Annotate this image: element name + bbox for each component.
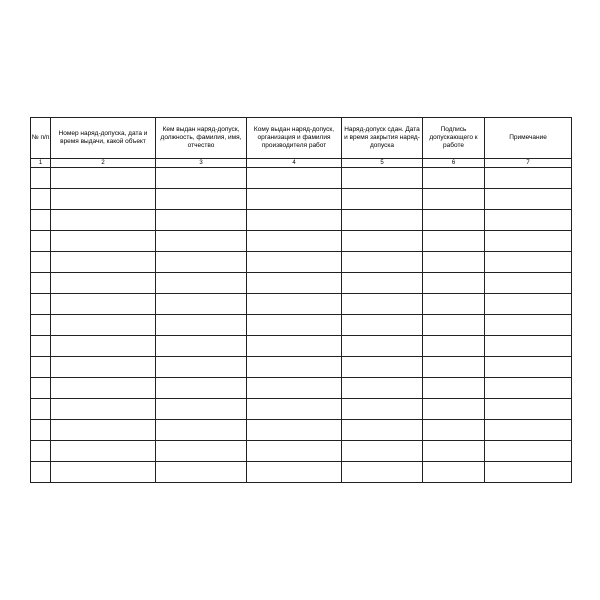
journal-entry-cell bbox=[31, 231, 51, 252]
journal-entry-cell bbox=[51, 210, 156, 231]
permit-journal-table bbox=[30, 117, 572, 483]
journal-entry-cell bbox=[485, 231, 572, 252]
journal-entry-row bbox=[31, 315, 572, 336]
journal-entry-row bbox=[31, 357, 572, 378]
header-permit-number: Номер наряд-допуска, дата и время выдачи, какой объект bbox=[51, 118, 156, 159]
journal-entry-row bbox=[31, 273, 572, 294]
journal-entry-cell bbox=[485, 378, 572, 399]
journal-entry-cell bbox=[156, 189, 247, 210]
journal-entry-cell bbox=[156, 231, 247, 252]
journal-entry-cell bbox=[156, 378, 247, 399]
journal-entry-cell bbox=[156, 168, 247, 189]
journal-entry-cell bbox=[342, 294, 423, 315]
journal-entry-cell bbox=[51, 336, 156, 357]
journal-entry-cell bbox=[423, 168, 485, 189]
journal-entry-cell bbox=[423, 231, 485, 252]
journal-entry-cell bbox=[247, 357, 342, 378]
journal-entry-cell bbox=[31, 315, 51, 336]
journal-entry-cell bbox=[342, 315, 423, 336]
journal-entry-cell bbox=[51, 231, 156, 252]
column-number-row bbox=[31, 159, 572, 168]
journal-entry-cell bbox=[31, 336, 51, 357]
journal-entry-cell bbox=[485, 357, 572, 378]
journal-entry-cell bbox=[423, 273, 485, 294]
journal-entry-cell bbox=[247, 315, 342, 336]
journal-entry-cell bbox=[247, 273, 342, 294]
journal-entry-cell bbox=[342, 441, 423, 462]
journal-entry-cell bbox=[342, 231, 423, 252]
journal-entry-cell bbox=[485, 336, 572, 357]
journal-entry-cell bbox=[31, 189, 51, 210]
journal-entry-cell bbox=[51, 273, 156, 294]
journal-entry-cell bbox=[51, 357, 156, 378]
journal-entry-cell bbox=[247, 378, 342, 399]
journal-entry-cell bbox=[156, 441, 247, 462]
journal-entry-cell bbox=[156, 399, 247, 420]
journal-body bbox=[31, 168, 572, 483]
column-number: 7 bbox=[485, 159, 572, 168]
journal-entry-cell bbox=[485, 168, 572, 189]
journal-entry-cell bbox=[156, 210, 247, 231]
column-number: 5 bbox=[342, 159, 423, 168]
journal-entry-cell bbox=[51, 315, 156, 336]
journal-entry-cell bbox=[485, 462, 572, 483]
journal-entry-cell bbox=[342, 189, 423, 210]
journal-entry-cell bbox=[247, 336, 342, 357]
header-note: Примечание bbox=[485, 118, 572, 159]
journal-entry-cell bbox=[485, 252, 572, 273]
journal-entry-cell bbox=[342, 336, 423, 357]
journal-entry-cell bbox=[342, 273, 423, 294]
journal-entry-cell bbox=[156, 294, 247, 315]
journal-entry-row bbox=[31, 462, 572, 483]
journal-entry-cell bbox=[156, 462, 247, 483]
journal-entry-cell bbox=[51, 252, 156, 273]
journal-entry-cell bbox=[247, 441, 342, 462]
journal-entry-row bbox=[31, 420, 572, 441]
journal-entry-row bbox=[31, 252, 572, 273]
journal-entry-row bbox=[31, 210, 572, 231]
journal-entry-cell bbox=[423, 378, 485, 399]
journal-entry-cell bbox=[31, 168, 51, 189]
journal-entry-cell bbox=[423, 357, 485, 378]
journal-entry-cell bbox=[342, 357, 423, 378]
journal-entry-cell bbox=[156, 420, 247, 441]
journal-entry-cell bbox=[485, 315, 572, 336]
journal-entry-cell bbox=[247, 252, 342, 273]
header-permit-closed: Наряд-допуск сдан. Дата и время закрытия наряд-допуска bbox=[342, 118, 423, 159]
journal-entry-cell bbox=[31, 399, 51, 420]
journal-entry-cell bbox=[247, 420, 342, 441]
column-number: 3 bbox=[156, 159, 247, 168]
journal-entry-cell bbox=[156, 315, 247, 336]
header-row bbox=[31, 118, 572, 159]
column-number: 6 bbox=[423, 159, 485, 168]
journal-entry-row bbox=[31, 399, 572, 420]
journal-entry-cell bbox=[51, 189, 156, 210]
journal-entry-cell bbox=[156, 273, 247, 294]
journal-entry-cell bbox=[342, 378, 423, 399]
header-signature: Подпись допускающего к работе bbox=[423, 118, 485, 159]
journal-entry-cell bbox=[342, 420, 423, 441]
journal-entry-cell bbox=[485, 273, 572, 294]
journal-entry-cell bbox=[31, 420, 51, 441]
journal-entry-cell bbox=[31, 252, 51, 273]
journal-entry-cell bbox=[51, 378, 156, 399]
journal-entry-cell bbox=[51, 399, 156, 420]
journal-entry-cell bbox=[51, 294, 156, 315]
journal-entry-row bbox=[31, 189, 572, 210]
journal-entry-cell bbox=[247, 210, 342, 231]
journal-entry-cell bbox=[51, 462, 156, 483]
journal-entry-cell bbox=[51, 168, 156, 189]
journal-entry-cell bbox=[485, 294, 572, 315]
journal-entry-row bbox=[31, 294, 572, 315]
column-number: 1 bbox=[31, 159, 51, 168]
journal-entry-row bbox=[31, 441, 572, 462]
journal-entry-cell bbox=[485, 420, 572, 441]
journal-entry-cell bbox=[156, 252, 247, 273]
journal-entry-cell bbox=[156, 357, 247, 378]
header-issued-to: Кому выдан наряд-допуск, организация и фамилия производителя работ bbox=[247, 118, 342, 159]
journal-entry-cell bbox=[342, 462, 423, 483]
journal-entry-cell bbox=[485, 441, 572, 462]
column-number: 4 bbox=[247, 159, 342, 168]
journal-entry-row bbox=[31, 168, 572, 189]
journal-entry-cell bbox=[423, 189, 485, 210]
journal-entry-cell bbox=[31, 357, 51, 378]
journal-entry-cell bbox=[342, 399, 423, 420]
journal-entry-cell bbox=[247, 399, 342, 420]
header-issued-by: Кем выдан наряд-допуск, должность, фамилия, имя, отчество bbox=[156, 118, 247, 159]
journal-entry-cell bbox=[51, 420, 156, 441]
journal-entry-cell bbox=[423, 315, 485, 336]
journal-entry-cell bbox=[342, 210, 423, 231]
journal-entry-cell bbox=[423, 399, 485, 420]
journal-entry-cell bbox=[423, 462, 485, 483]
journal-entry-cell bbox=[31, 441, 51, 462]
journal-entry-cell bbox=[423, 210, 485, 231]
journal-entry-cell bbox=[423, 441, 485, 462]
journal-entry-cell bbox=[485, 399, 572, 420]
journal-entry-cell bbox=[423, 252, 485, 273]
journal-entry-cell bbox=[31, 273, 51, 294]
journal-entry-row bbox=[31, 336, 572, 357]
journal-entry-cell bbox=[31, 294, 51, 315]
journal-entry-cell bbox=[423, 336, 485, 357]
journal-entry-row bbox=[31, 378, 572, 399]
journal-entry-cell bbox=[423, 294, 485, 315]
journal-entry-cell bbox=[51, 441, 156, 462]
journal-entry-cell bbox=[31, 378, 51, 399]
journal-entry-cell bbox=[485, 210, 572, 231]
journal-entry-cell bbox=[247, 462, 342, 483]
journal-entry-cell bbox=[247, 231, 342, 252]
journal-entry-cell bbox=[485, 189, 572, 210]
journal-entry-cell bbox=[156, 336, 247, 357]
journal-entry-cell bbox=[342, 168, 423, 189]
journal-entry-cell bbox=[342, 252, 423, 273]
journal-entry-cell bbox=[423, 420, 485, 441]
journal-entry-cell bbox=[247, 189, 342, 210]
journal-entry-row bbox=[31, 231, 572, 252]
journal-entry-cell bbox=[247, 294, 342, 315]
journal-entry-cell bbox=[31, 462, 51, 483]
journal-entry-cell bbox=[31, 210, 51, 231]
header-row-number: № п/п bbox=[31, 118, 51, 159]
column-number: 2 bbox=[51, 159, 156, 168]
journal-entry-cell bbox=[247, 168, 342, 189]
